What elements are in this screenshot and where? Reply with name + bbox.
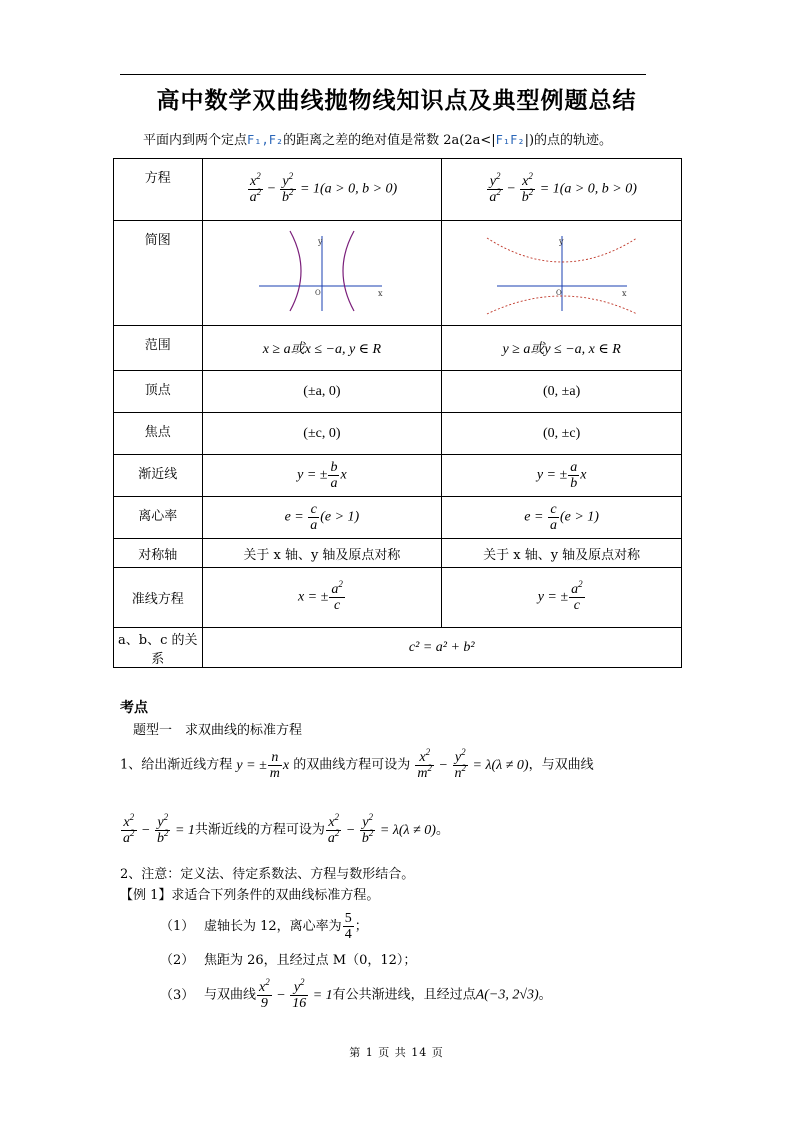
page-footer: 第 1 页 共 14 页	[349, 1046, 444, 1059]
svg-text:O: O	[555, 289, 562, 297]
label-range: 范围	[114, 326, 203, 371]
label-eccentricity: 离心率	[114, 497, 203, 539]
asymptote-x: y = ± $\frac{b}{a}$ x	[202, 455, 442, 497]
directrix-y: y = ± $\frac{a^2}{c}$	[442, 568, 682, 628]
table-row-focus	[114, 413, 682, 455]
equation-x: $\frac{x^2}{a^2}$ − $\frac{y^2}{b^2}$ = 1(a > 0, b > 0)	[202, 159, 442, 221]
label-directrix: 准线方程	[114, 568, 203, 628]
table-row-range	[114, 326, 682, 371]
eccentricity-y: e = $\frac{c}{a}$ (e > 1)	[442, 497, 682, 539]
focus-x: (±c, 0)	[202, 413, 442, 455]
range-y: y ≥ a或y ≤ −a, x ∈ R	[442, 326, 682, 371]
definition: 平面内到两个定点F₁,F₂的距离之差的绝对值是常数 2a(2a<|F₁F₂|)的点的轨迹。	[143, 133, 613, 148]
section-heading: 考点	[120, 700, 148, 716]
label-focus: 焦点	[114, 413, 203, 455]
paragraph-1-continued: $\frac{x^2}{a^2}$ − $\frac{y^2}{b^2}$ = 1共渐近线的方程可设为 $\frac{x^2}{a^2}$ − $\frac{y^2}{b^2}$ = λ(λ ≠ 0)。	[123, 812, 449, 846]
table-row-symmetry	[114, 539, 682, 568]
label-relation: a、b、c 的关系	[114, 628, 203, 668]
label-sketch: 简图	[114, 221, 203, 326]
relation-value: c² = a² + b²	[202, 628, 681, 668]
table-row-asymptote	[114, 455, 682, 497]
vertex-y: (0, ±a)	[442, 371, 682, 413]
properties-table	[113, 158, 682, 668]
question-1: （1） 虚轴长为 12，离心率为 $\frac{5}{4}$ ；	[160, 911, 368, 942]
range-x: x ≥ a或x ≤ −a, y ∈ R	[202, 326, 442, 371]
table-row-eccentricity	[114, 497, 682, 539]
symmetry-x: 关于 x 轴、y 轴及原点对称	[202, 539, 442, 568]
question-2: （2） 焦距为 26，且经过点 M（0，12）；	[160, 953, 417, 968]
table-row-relation	[114, 628, 682, 668]
table-row-sketch	[114, 221, 682, 326]
equation-y: $\frac{y^2}{a^2}$ − $\frac{x^2}{b^2}$ = 1(a > 0, b > 0)	[442, 159, 682, 221]
svg-text:y: y	[317, 237, 323, 246]
paragraph-1: 1、给出渐近线方程 y = ± $\frac{n}{m}$ x 的双曲线方程可设为 $\frac{x^2}{m^2}$ − $\frac{y^2}{n^2}$ = λ(λ ≠ 0)，与双曲线	[120, 747, 594, 781]
svg-text:x: x	[621, 289, 627, 298]
directrix-x: x = ± $\frac{a^2}{c}$	[202, 568, 442, 628]
question-3: （3） 与双曲线 $\frac{x^2}{9}$ − $\frac{y^2}{16}$ = 1有公共渐进线，且经过点A(−3, 2√3)。	[160, 977, 552, 1011]
vertex-x: (±a, 0)	[202, 371, 442, 413]
table-row-equation	[114, 159, 682, 221]
sketch-y	[442, 221, 682, 326]
focus-y: (0, ±c)	[442, 413, 682, 455]
item-heading: 题型一 求双曲线的标准方程	[133, 723, 303, 738]
paragraph-2: 2、注意：定义法、待定系数法、方程与数形结合。	[120, 867, 415, 882]
symmetry-y: 关于 x 轴、y 轴及原点对称	[442, 539, 682, 568]
label-vertex: 顶点	[114, 371, 203, 413]
table-row-directrix	[114, 568, 682, 628]
example-1: 【例 1】求适合下列条件的双曲线标准方程。	[120, 888, 380, 903]
page-title: 高中数学双曲线抛物线知识点及典型例题总结	[156, 87, 637, 114]
asymptote-y: y = ± $\frac{a}{b}$ x	[442, 455, 682, 497]
label-symmetry: 对称轴	[114, 539, 203, 568]
top-rule	[120, 74, 646, 75]
svg-text:x: x	[377, 289, 383, 298]
eccentricity-x: e = $\frac{c}{a}$ (e > 1)	[202, 497, 442, 539]
svg-text:O: O	[314, 289, 321, 297]
sketch-x	[202, 221, 442, 326]
table-row-vertex	[114, 371, 682, 413]
hyperbola-x-sketch	[232, 226, 412, 316]
hyperbola-y-sketch	[472, 226, 652, 316]
svg-text:y: y	[558, 237, 564, 246]
label-asymptote: 渐近线	[114, 455, 203, 497]
label-equation: 方程	[114, 159, 203, 221]
